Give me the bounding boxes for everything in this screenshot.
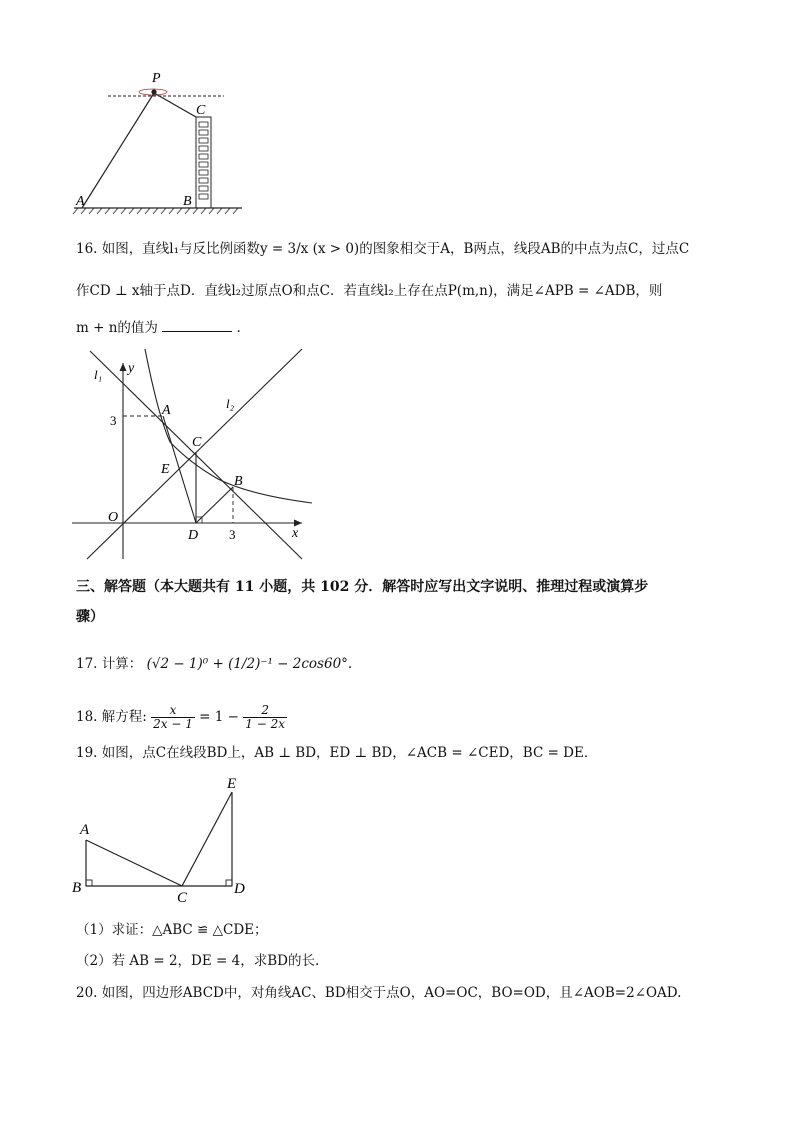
q17-prefix: 计算： <box>101 656 143 672</box>
q19-sub2: （2）若 AB = 2，DE = 4，求BD的长. <box>76 953 320 969</box>
q18 <box>76 704 287 731</box>
q17-expression: (√2 − 1)⁰ + (1/2)⁻¹ − 2cos60°. <box>146 656 353 672</box>
q16-line3 <box>76 318 241 337</box>
q19-stem <box>76 744 597 762</box>
coordinate-graph-figure <box>70 345 315 563</box>
label-P: P <box>152 71 161 86</box>
q18-mid: = 1 − <box>199 709 239 725</box>
q19-number: 19. <box>76 745 98 761</box>
label-E: E <box>227 776 237 792</box>
q16-text-1: 如图，直线l₁与反比例函数y = 3/x (x > 0)的图象相交于A，B两点，线段AB的中点为点C，过点C <box>101 241 690 257</box>
label-y-axis: y <box>128 361 135 376</box>
label-l2: l₂ <box>226 396 235 411</box>
label-B: B <box>72 880 82 896</box>
label-B: B <box>183 194 192 209</box>
label-A: A <box>162 403 171 418</box>
label-C: C <box>192 435 202 450</box>
q18-rhs-fraction <box>243 704 287 731</box>
label-A: A <box>80 822 90 838</box>
triangles-figure <box>70 772 255 904</box>
q16-line2: 作CD ⊥ x轴于点D．直线l₂过原点O和点C．若直线l₂上存在点P(m,n)，满足∠APB = ∠ADB，则 <box>76 283 663 299</box>
label-x-tick-3: 3 <box>229 527 236 542</box>
q20-number: 20. <box>76 985 98 1001</box>
q18-lhs-num: x <box>151 704 195 718</box>
section-heading-line2: 骤） <box>76 609 104 625</box>
q18-rhs-den: 1 − 2x <box>245 717 285 731</box>
q20-text: 如图，四边形ABCD中，对角线AC、BD相交于点O，AO=OC，BO=OD，且∠AOB=2∠OAD. <box>101 985 682 1001</box>
label-y-tick-3: 3 <box>110 413 117 428</box>
label-l1: l₁ <box>94 367 103 382</box>
q18-rhs-num: 2 <box>243 704 287 718</box>
q18-lhs-den: 2x − 1 <box>153 717 193 731</box>
q18-prefix: 解方程: <box>101 709 147 725</box>
q19-text: 如图，点C在线段BD上，AB ⊥ BD，ED ⊥ BD，∠ACB = ∠CED，BC = DE． <box>101 745 598 761</box>
q16-suffix: . <box>236 320 241 336</box>
q18-number: 18. <box>76 709 98 725</box>
answer-blank <box>162 318 232 332</box>
label-O: O <box>108 510 119 525</box>
label-B: B <box>234 474 243 489</box>
q20 <box>76 984 681 1002</box>
label-C: C <box>177 890 188 904</box>
label-D: D <box>234 881 245 897</box>
q18-lhs-fraction <box>151 704 195 731</box>
q16-number: 16. <box>76 241 98 257</box>
q19-sub1: （1）求证：△ABC ≌ △CDE； <box>76 922 268 938</box>
q17-number: 17. <box>76 656 98 672</box>
ladder-figure <box>70 66 250 216</box>
label-D: D <box>188 528 199 543</box>
q16-prefix: m + n的值为 <box>76 320 158 336</box>
label-C: C <box>196 103 206 118</box>
q16-line1 <box>76 240 689 258</box>
label-E: E <box>161 462 170 477</box>
section-heading-line1: 三、解答题（本大题共有 11 小题，共 102 分．解答时应写出文字说明、推理过程或演算步 <box>76 579 649 595</box>
q17 <box>76 655 352 673</box>
label-A: A <box>76 194 85 209</box>
label-x-axis: x <box>292 526 299 541</box>
